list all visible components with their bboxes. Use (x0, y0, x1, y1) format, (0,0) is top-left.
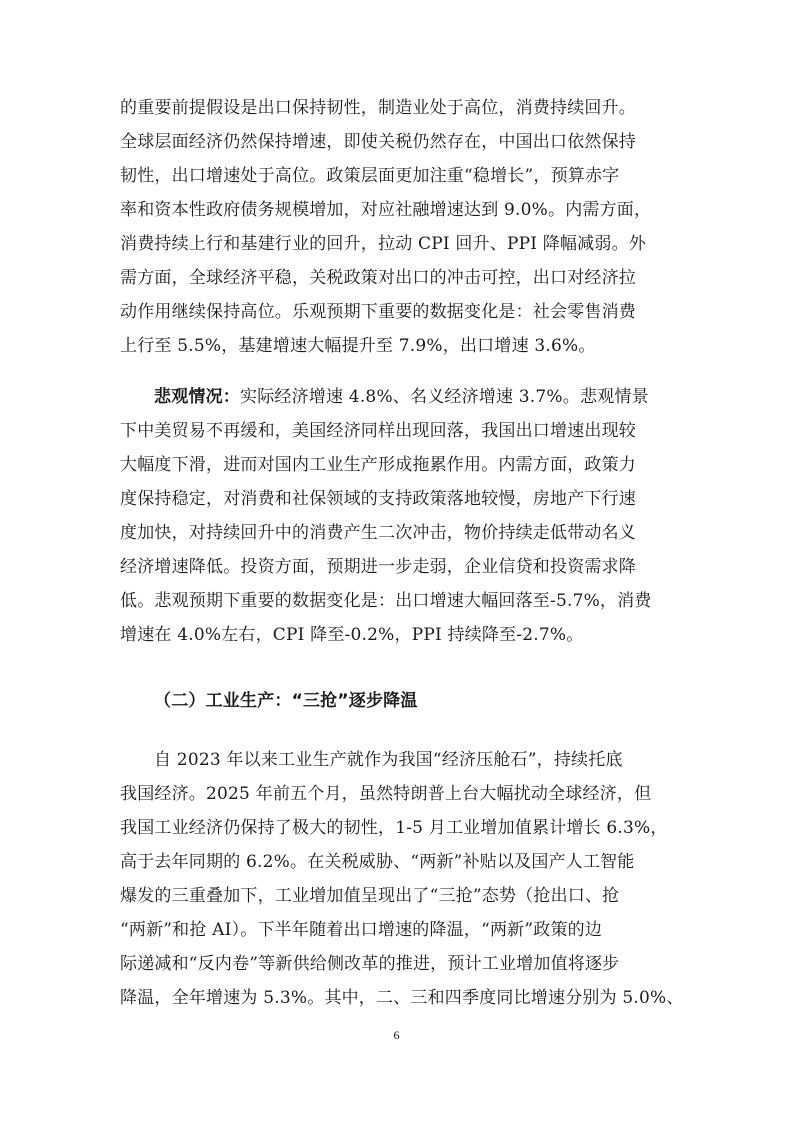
paragraph-line: 率和资本性政府债务规模增加，对应社融增速达到 9.0%。内需方面， (120, 200, 652, 220)
paragraph-line: 动作用继续保持高位。乐观预期下重要的数据变化是：社会零售消费 (120, 302, 636, 322)
paragraph-first-line: 自 2023 年以来工业生产就作为我国“经济压舱石”，持续托底 (154, 750, 623, 770)
paragraph-line: 低。悲观预期下重要的数据变化是：出口增速大幅回落至-5.7%，消费 (120, 591, 652, 611)
paragraph-line: 爆发的三重叠加下，工业增加值呈现出了“三抢”态势（抢出口、抢 (120, 886, 620, 906)
paragraph-line: 消费持续上行和基建行业的回升，拉动 CPI 回升、PPI 降幅减弱。外 (120, 234, 646, 254)
paragraph-line: 度加快，对持续回升中的消费产生二次冲击，物价持续走低带动名义 (120, 523, 636, 543)
paragraph-text: 实际经济增速 4.8%、名义经济增速 3.7%。悲观情景 (240, 387, 649, 407)
paragraph-line: 降温，全年增速为 5.3%。其中，二、三和四季度同比增速分别为 5.0%、 (120, 988, 684, 1008)
paragraph-line: 增速在 4.0%左右，CPI 降至-0.2%，PPI 持续降至-2.7%。 (120, 625, 584, 645)
paragraph-line: 需方面，全球经济平稳，关税政策对出口的冲击可控，出口对经济拉 (120, 268, 636, 288)
paragraph-first-line (154, 386, 680, 408)
paragraph-line: 经济增速降低。投资方面，预期进一步走弱，企业信贷和投资需求降 (120, 557, 636, 577)
paragraph-line: 下中美贸易不再缓和，美国经济同样出现回落，我国出口增速出现较 (120, 421, 636, 441)
paragraph-line: 全球层面经济仍然保持增速，即使关税仍然存在，中国出口依然保持 (120, 132, 636, 152)
paragraph-line: 我国工业经济仍保持了极大的韧性，1-5 月工业增加值累计增长 6.3%， (120, 818, 668, 838)
paragraph-line: 的重要前提假设是出口保持韧性，制造业处于高位，消费持续回升。 (120, 98, 636, 118)
paragraph-line: 际递减和“反内卷”等新供给侧改革的推进，预计工业增加值将逐步 (120, 954, 620, 974)
paragraph-line: 韧性，出口增速处于高位。政策层面更加注重“稳增长”，预算赤字 (120, 166, 620, 186)
page-number: 6 (393, 1028, 400, 1042)
paragraph-line: 度保持稳定，对消费和社保领域的支持政策落地较慢，房地产下行速 (120, 489, 636, 509)
paragraph-line: 上行至 5.5%，基建增速大幅提升至 7.9%，出口增速 3.6%。 (120, 336, 596, 356)
section-heading: （二）工业生产：“三抢”逐步降温 (154, 691, 418, 711)
paragraph-line: 我国经济。2025 年前五个月，虽然特朗普上台大幅扰动全球经济，但 (120, 784, 652, 804)
paragraph-line: “两新”和抢 AI）。下半年随着出口增速的降温，“两新”政策的边 (120, 920, 603, 940)
paragraph-line: 高于去年同期的 6.2%。在关税威胁、“两新”补贴以及国产人工智能 (120, 852, 635, 872)
paragraph-line: 大幅度下滑，进而对国内工业生产形成拖累作用。内需方面，政策力 (120, 455, 636, 475)
pessimistic-label: 悲观情况： (154, 387, 240, 407)
